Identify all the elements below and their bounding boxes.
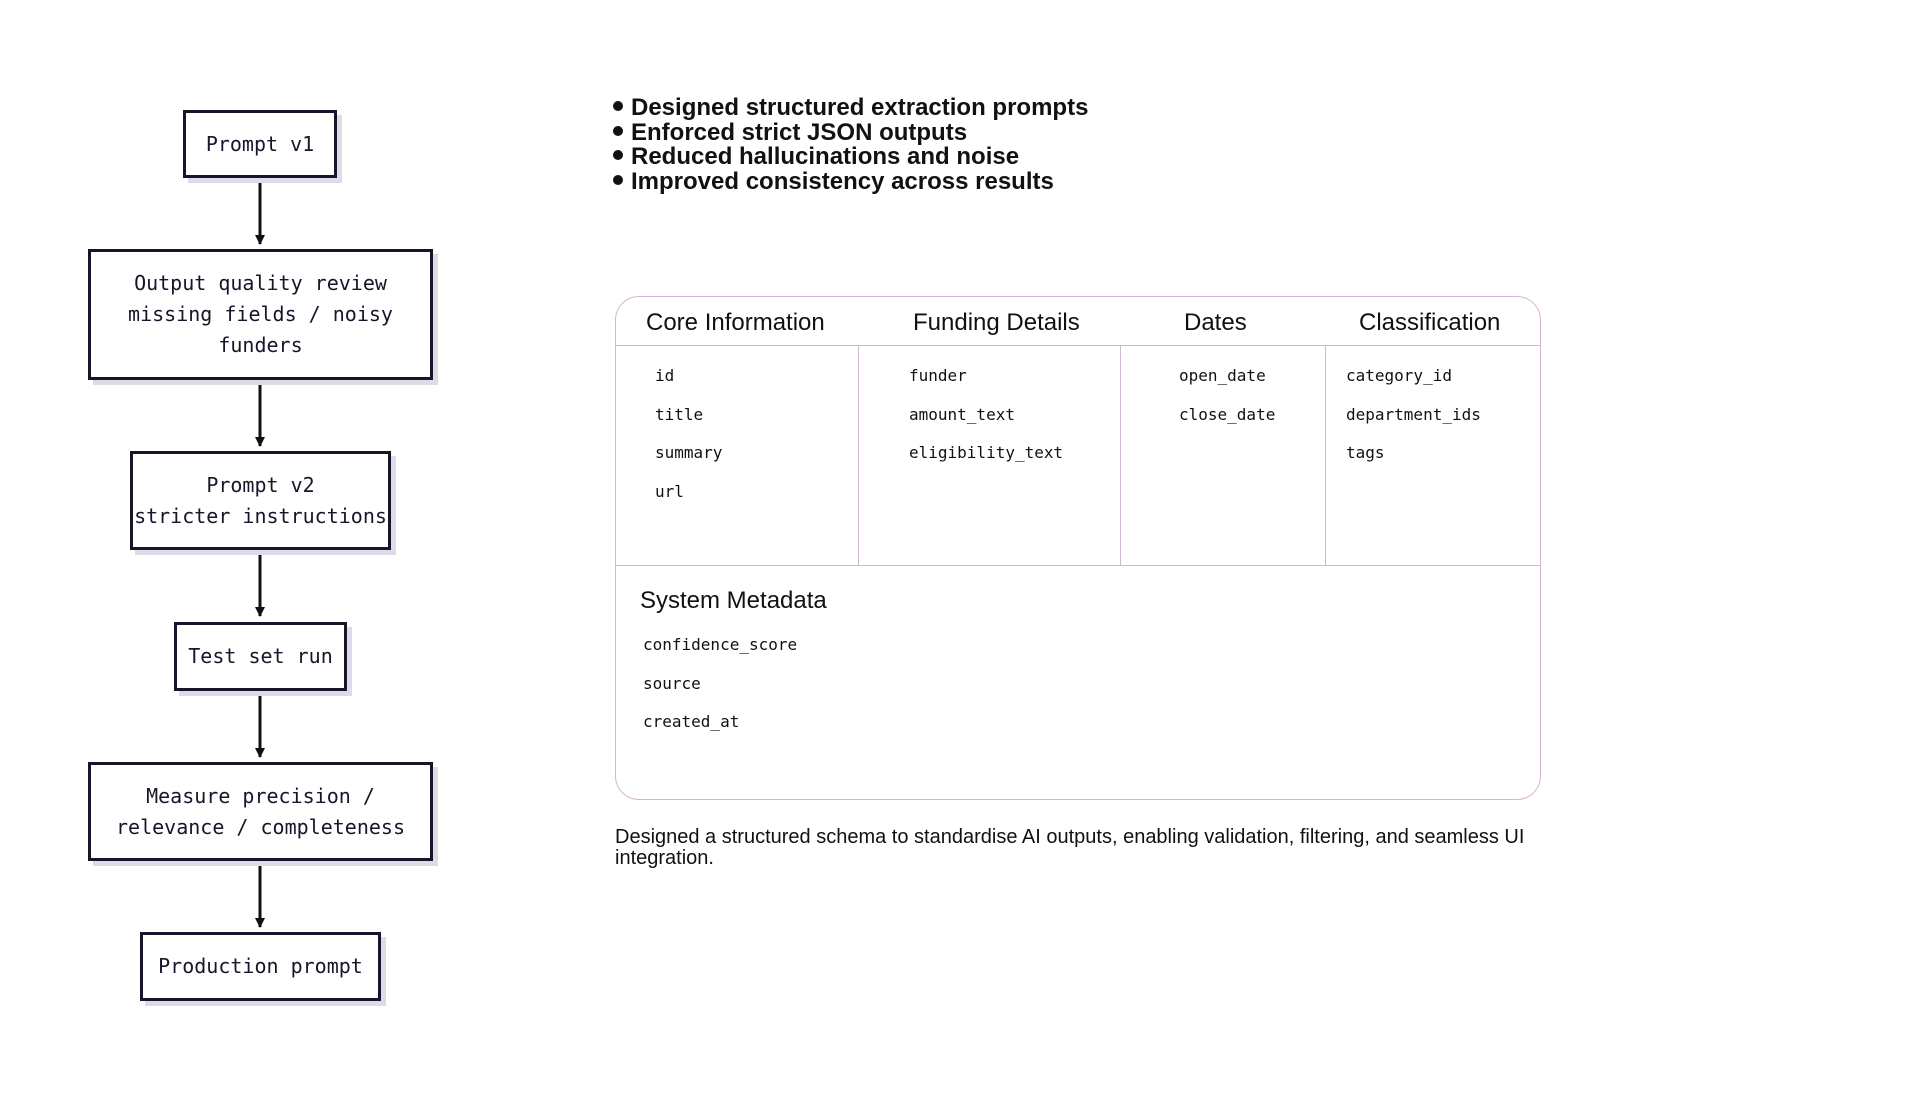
schema-field: url	[655, 481, 684, 501]
column-header-core-information: Core Information	[646, 309, 825, 336]
bullet-dot-icon	[613, 101, 623, 111]
schema-field: eligibility_text	[909, 443, 1064, 462]
highlights-list	[607, 96, 1088, 194]
schema-field: open_date	[1179, 366, 1266, 385]
flow-step-test-set-run: Test set run	[174, 622, 347, 691]
funding-details-fields	[909, 357, 1063, 473]
highlight-item	[607, 118, 1088, 146]
highlight-text: Reduced hallucinations and noise	[631, 143, 1020, 170]
schema-caption: Designed a structured schema to standardise AI outputs, enabling validation, filtering, and seamless UI integration.	[615, 826, 1525, 869]
schema-card	[615, 296, 1541, 800]
classification-fields	[1346, 357, 1481, 473]
flow-step-prompt-v2: Prompt v2 stricter instructions	[130, 451, 391, 550]
schema-field: tags	[1346, 443, 1385, 462]
bullet-dot-icon	[613, 150, 623, 160]
highlight-item	[607, 145, 1088, 170]
highlight-item	[607, 96, 1088, 121]
schema-field: amount_text	[909, 404, 1015, 424]
flow-step-prompt-v1: Prompt v1	[183, 110, 337, 178]
schema-field: created_at	[643, 712, 740, 731]
schema-field: summary	[655, 443, 723, 462]
flow-step-measure-precision: Measure precision / relevance / completeness	[88, 762, 433, 861]
flow-step-output-quality-review: Output quality review missing fields / noisy funders	[88, 249, 433, 380]
schema-field: title	[655, 404, 704, 424]
schema-field: category_id	[1346, 366, 1452, 385]
highlight-text: Enforced strict JSON outputs	[631, 118, 968, 146]
dates-fields	[1179, 357, 1275, 434]
column-header-classification: Classification	[1359, 309, 1501, 336]
schema-field: close_date	[1179, 404, 1276, 424]
system-metadata-title: System Metadata	[640, 587, 827, 614]
highlight-text: Designed structured extraction prompts	[631, 94, 1089, 121]
system-metadata-fields	[643, 626, 797, 742]
prompt-iteration-flowchart	[0, 0, 520, 1093]
schema-field: funder	[909, 366, 967, 385]
bullet-dot-icon	[613, 126, 623, 136]
column-divider	[1325, 345, 1326, 565]
bullet-dot-icon	[613, 175, 623, 185]
flow-step-production-prompt: Production prompt	[140, 932, 381, 1001]
header-divider	[616, 345, 1540, 346]
highlight-item	[607, 167, 1088, 195]
schema-field: source	[643, 673, 701, 693]
column-divider	[1120, 345, 1121, 565]
highlight-text: Improved consistency across results	[631, 167, 1054, 195]
schema-field: confidence_score	[643, 635, 798, 654]
metadata-divider	[616, 565, 1540, 566]
column-header-funding-details: Funding Details	[913, 309, 1080, 336]
schema-field: id	[655, 366, 675, 385]
column-divider	[858, 345, 859, 565]
column-header-dates: Dates	[1184, 309, 1247, 336]
core-information-fields	[655, 357, 722, 511]
schema-field: department_ids	[1346, 404, 1481, 424]
